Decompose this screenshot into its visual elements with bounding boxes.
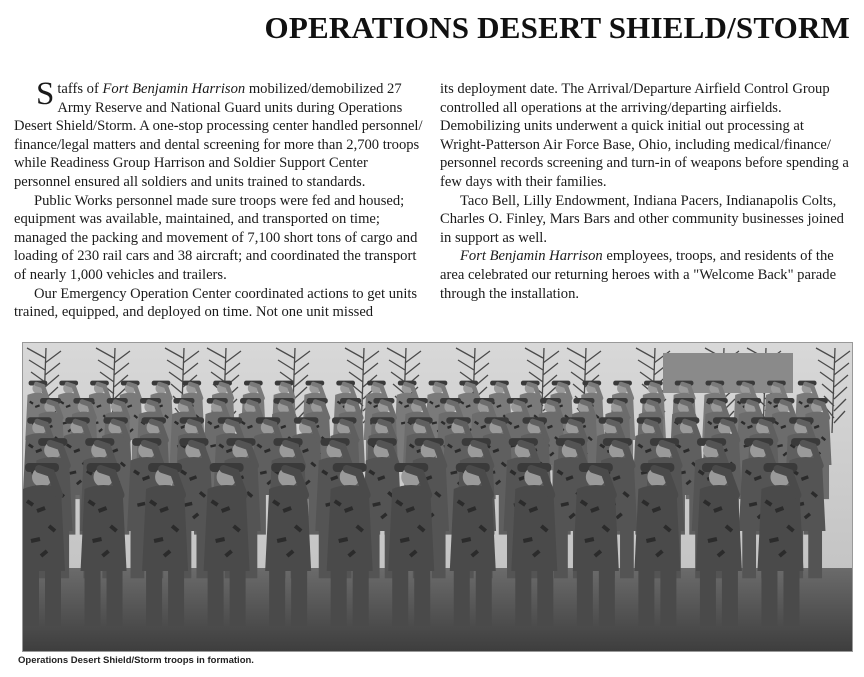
paragraph-6 bbox=[440, 247, 850, 303]
paragraph-1-lead: taffs of bbox=[57, 81, 103, 97]
paragraph-4: its deployment date. The Arrival/Departure Airfield Control Group controlled all operations at the arriving/departing airfields. Demobilizing units underwent a quick initial out processing at Wright-Patterson Air Force Base, Ohio, including medical/finance/ personnel records screening and turn-in of weapons before spending a few days with their families. bbox=[440, 81, 849, 190]
paragraph-2: Public Works personnel made sure troops were fed and housed; equipment was available, maintained, and transported on time; managed the packing and movement of 7,100 short tons of cargo and loading of 230 rail cars and 38 aircraft; and coordinated the transport of nearly 1,000 vehicles and trailers. bbox=[14, 192, 418, 283]
paragraph-1-rest: mobilized/demobilized 27 Army Reserve and National Guard units during Operations Desert Shield/Storm. A one-stop processing center handled personnel/ finance/legal matters and dental screening for more than 2,700 troops while Readiness Group Harrison and Soldier Support Center personnel ensured all soldiers and units trained to standards. bbox=[14, 81, 423, 190]
troops-formation-photo bbox=[22, 342, 853, 652]
article-column-left bbox=[14, 76, 424, 342]
paragraph-1 bbox=[14, 76, 424, 192]
article-body bbox=[14, 76, 850, 342]
paragraph-5: Taco Bell, Lilly Endowment, Indiana Pacers, Indianapolis Colts, Charles O. Finley, Mars Bars and other community businesses joined in support as well. bbox=[440, 192, 844, 246]
drop-cap: S bbox=[36, 76, 55, 112]
paragraph-3: Our Emergency Operation Center coordinated actions to get units trained, equipped, and deployed on time. Not one unit missed bbox=[14, 285, 418, 321]
paragraph-6-rest: employees, troops, and residents of the area celebrated our returning heroes with a "Welcome Back" parade through the installation. bbox=[440, 248, 837, 302]
photo-illustration bbox=[23, 343, 852, 651]
article-column-right bbox=[440, 80, 850, 342]
fort-name-2: Fort Benjamin Harrison bbox=[460, 248, 603, 265]
fort-name: Fort Benjamin Harrison bbox=[102, 81, 246, 97]
page-title: OPERATIONS DESERT SHIELD/STORM bbox=[264, 10, 850, 45]
photo-caption: Operations Desert Shield/Storm troops in formation. bbox=[18, 655, 254, 666]
